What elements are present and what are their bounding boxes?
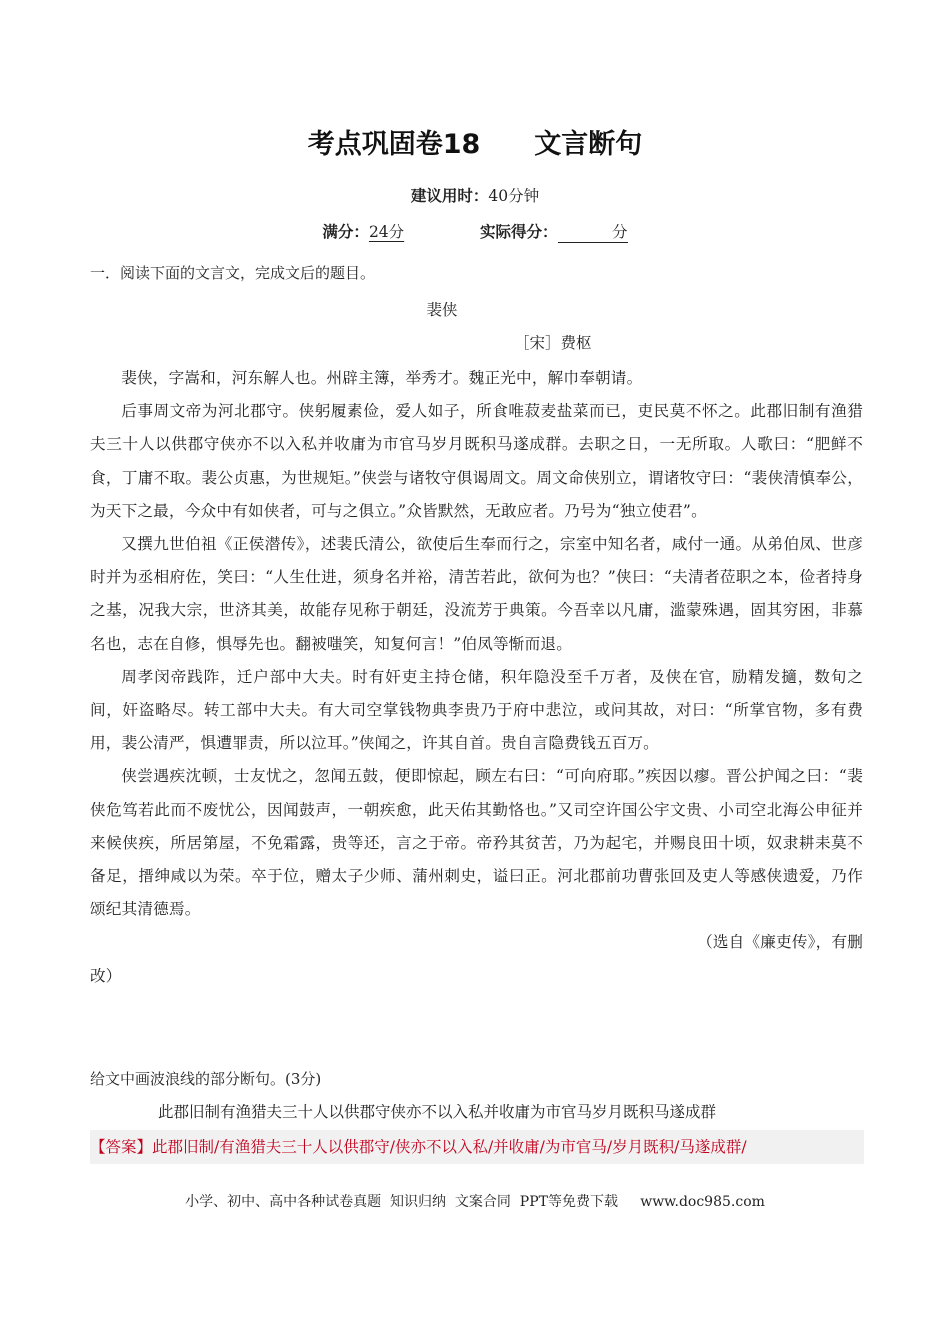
page-footer: 小学、初中、高中各种试卷真题 知识归纳 文案合同 PPT等免费下载 www.doc985.com bbox=[185, 1194, 765, 1210]
score-label: 满分： bbox=[322, 223, 369, 241]
paragraph-3: 又撰九世伯祖《正侯潜传》，述裴氏清公，欲使后生奉而行之，宗室中知名者，咸付一通。从弟伯凤、世彦时并为丞相府佐，笑曰：“人生仕进，须身名并裕，清苦若此，欲何为也？”侠曰：“夫清者莅职之本，俭者持身之基，况我大宗，世济其美，故能存见称于朝廷，没流芳于典策。今吾幸以凡庸，滥蒙殊遇，固其穷困，非慕名也，志在自修，惧辱先也。翻被嗤笑，知复何言！”伯凤等惭而退。 bbox=[90, 535, 863, 653]
time-value: 40分钟 bbox=[488, 187, 540, 205]
page-title: 考点巩固卷18 文言断句 bbox=[307, 129, 643, 160]
time-label: 建议用时： bbox=[410, 187, 489, 205]
passage-source: （选自《廉吏传》，有删 bbox=[697, 933, 863, 952]
answer-box: 【答案】此郡旧制/有渔猎夫三十人以供郡守/侠亦不以入私/并收庸/为市官马/岁月既积/马遂成群/ bbox=[90, 1130, 864, 1164]
actual-score-label: 实际得分： bbox=[480, 223, 558, 241]
suggested-time bbox=[0, 184, 950, 206]
question-sentence: 此郡旧制有渔猎夫三十人以供郡守侠亦不以入私并收庸为市官马岁月既积马遂成群 bbox=[158, 1103, 717, 1121]
paragraph-5: 侠尝遇疾沈顿，士友忧之，忽闻五鼓，便即惊起，顾左右曰：“可向府耶。”疾因以瘳。晋公护闻之曰：“裴侠危笃若此而不废忧公，因闻鼓声，一朝疾愈，此天佑其勤恪也。”又司空许国公宇文贵、小司空北海公申征并来候侠疾，所居第屋，不免霜露，贵等还，言之于帝。帝矜其贫苦，乃为起宅，并赐良田十顷，奴隶耕耒莫不备足，搢绅咸以为荣。卒于位，赠太子少师、蒲州刺史，谥曰正。河北郡前功曹张回及吏人等感侠遗爱，乃作颂纪其清德焉。 bbox=[90, 767, 863, 919]
passage-author: ［宋］费枢 bbox=[514, 334, 592, 352]
paragraph-4: 周孝闵帝践阼，迁户部中大夫。时有奸吏主持仓储，积年隐没至千万者，及侠在官，励精发擿，数旬之间，奸盗略尽。转工部中大夫。有大司空掌钱物典李贵乃于府中悲泣，或问其故，对曰：“所掌官物，多有费用，裴公清严，惧遭罪责，所以泣耳。”侠闻之，许其自首。贵自言隐费钱五百万。 bbox=[90, 667, 863, 753]
actual-score-blank[interactable]: 分 bbox=[558, 220, 628, 243]
section-heading: 一．阅读下面的文言文，完成文后的题目。 bbox=[90, 264, 376, 282]
paragraph-2: 后事周文帝为河北郡守。侠躬履素俭，爱人如子，所食唯菽麦盐菜而已，吏民莫不怀之。此郡旧制有渔猎夫三十人以供郡守侠亦不以入私并收庸为市官马岁月既积马遂成群。去职之日，一无所取。人歌曰：“肥鲜不食，丁庸不取。裴公贞惠，为世规矩。”侠尝与诸牧守俱谒周文。周文命侠别立，谓诸牧守曰：“裴侠清慎奉公，为天下之最，今众中有如侠者，可与之俱立。”众皆默然，无敢应者。乃号为“独立使君”。 bbox=[90, 402, 863, 520]
score-value: 24分 bbox=[368, 223, 405, 241]
score-line bbox=[0, 220, 950, 243]
passage-title: 裴侠 bbox=[426, 301, 458, 319]
passage-source-cont: 改） bbox=[90, 966, 122, 985]
question-text: 给文中画波浪线的部分断句。(3分) bbox=[90, 1070, 322, 1088]
paragraph-1: 裴侠，字嵩和，河东解人也。州辟主簿，举秀才。魏正光中，解巾奉朝请。 bbox=[121, 369, 643, 387]
passage-body bbox=[90, 362, 863, 993]
